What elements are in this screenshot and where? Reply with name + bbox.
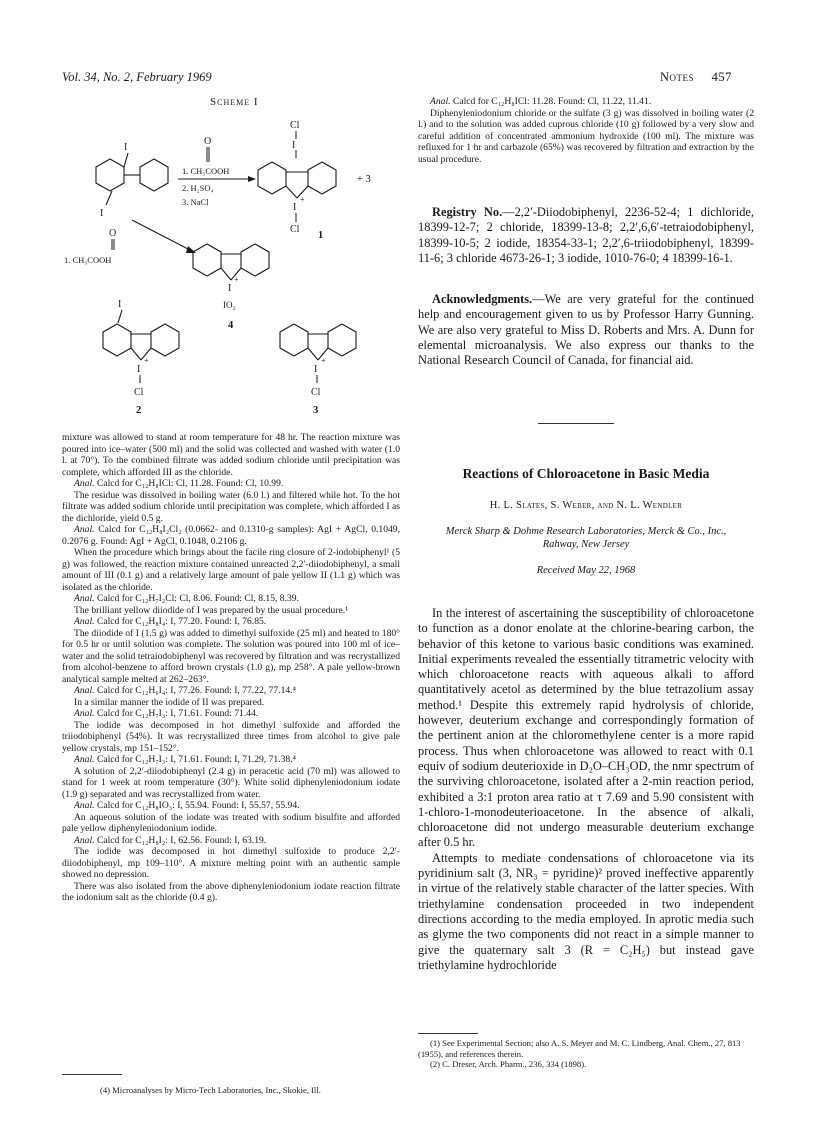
- paragraph: The diiodide of I (1.5 g) was added to dimethyl sulfoxide (25 ml) and heated to 180° for 0.5 hr or until solution was complete. The solution was poured into 100 ml of ice–water and the solid tetraiodobiphenyl was recovered by filtration and was recrystallized from alcohol-benzene to afford brown crystals (1.0 g), mp 258°. A pale yellow-brown analytical sample melted at 262–263°.: [62, 627, 400, 685]
- journal-issue: Vol. 34, No. 2, February 1969: [62, 70, 212, 84]
- plus-three: + 3: [357, 174, 371, 185]
- compound-label-1: 1: [318, 230, 324, 241]
- right-column-top: [418, 96, 754, 165]
- paragraph: There was also isolated from the above diphenyleniodonium iodate reaction filtrate the iodonium salt as the chloride (0.4 g).: [62, 880, 400, 903]
- paragraph: Attempts to mediate condensations of chloroacetone via its pyridinium salt (3, NR₃ = pyridine)² proved ineffective apparently in virtue of the relatively stable character of the latter species. With triethylamine condensation proceeded in two independent directions according to the media employed. In aprotic media such as glyme the two components did not react in a simple manner to give the quaternary salt 3 (R = C₂H₅) but instead gave triethylamine hydrochloride: [418, 850, 754, 972]
- running-head: [660, 70, 732, 85]
- iodonium-iodine-4: I: [228, 283, 232, 294]
- chlorine-lower: Cl: [290, 224, 300, 235]
- compound-label-3: 3: [313, 405, 319, 416]
- reagent-sulfuric-acid: 2. H₂SO₄: [182, 183, 214, 193]
- compound-label-4: 4: [228, 320, 234, 331]
- paragraph: The residue was dissolved in boiling water (6.0 l.) and filtered while hot. To the hot filtrate was added sodium chloride until precipitation was complete, which afforded I as the dichloride, yield 0.5 g.: [62, 489, 400, 524]
- paragraph: The brilliant yellow diiodide of I was prepared by the usual procedure.¹: [74, 604, 349, 616]
- left-column-text: [62, 432, 400, 904]
- positive-charge-4: +: [234, 275, 239, 284]
- paragraph: An aqueous solution of the iodate was treated with sodium bisulfite and afforded pale yellow diphenyleniodonium iodide.: [62, 811, 400, 834]
- analysis-line: Anal. Calcd for C₁₂H₈I₄: I, 77.20. Found: I, 76.85.: [74, 616, 267, 627]
- iodine-top: I: [124, 142, 128, 153]
- positive-charge-3: +: [321, 356, 326, 365]
- reagent-acetic-acid: 1. CH₃COOH: [182, 166, 230, 176]
- iodonium-iodine-3: I: [314, 364, 318, 375]
- analysis-line: Anal. Calcd for C₁₂H₈I₂: I, 62.56. Found: I, 63.19.: [74, 834, 267, 846]
- received-date: Received May 22, 1968: [536, 565, 636, 576]
- oxygen-label: O: [204, 136, 212, 147]
- analysis-line: Anal. Calcd for C₁₂H₇I₃: I, 71.61. Found: 71.44.: [74, 708, 259, 719]
- iodine-upper: I: [292, 140, 296, 151]
- article-body: [418, 606, 754, 973]
- paragraph: Diphenyleniodonium chloride or the sulfate (3 g) was dissolved in boiling water (2 l.) and to the solution was added cuprous chloride (10 g) followed by a very slow and careful addition of concentrated ammonium hydroxide (100 ml). The mixture was refluxed for 1 hr and carbazole (65%) was recovered by filtration and extraction by the usual procedure.: [418, 107, 754, 165]
- article-authors: H. L. Slates, S. Weber, and N. L. Wendler: [489, 500, 683, 511]
- acknowledgments-paragraph: Acknowledgments.—We are very grateful for the continued help and encouragement given to us by Professor Harry Gunning. We are also very grateful to Miss D. Roberts and Mrs. A. Dunn for elemental microanalysis. We also express our thanks to the National Research Council of Canada, for financial aid.: [418, 292, 754, 368]
- registry-label: Registry No.: [432, 205, 503, 219]
- analysis-line: Anal. Calcd for C₁₂H₈ICl: 11.28. Found: Cl, 11.22, 11.41.: [430, 96, 652, 107]
- paragraph: In the interest of ascertaining the susceptibility of chloroacetone to function as a donor enolate at the chlorine-bearing carbon, the behavior of this ketone to various basic conditions was examined. Initial experiments revealed the essentially titrametric velocity with which chloroacetone reacts with aqueous alkali to afford quantitatively acetol as determined by the blue tetrazolium assay method.¹ Despite this extremely rapid hydrolysis of chloride, however, deuterium exchange and correspondingly formation of the pertinent anion at the chloromethylene center is a more rapid process. Thus when chloroacetone was allowed to react with 0.1 equiv of sodium deuterioxide in D₂O–CH₃OD, the nmr spectrum of the surviving chloroacetone, isolated after a 2-min reaction period, exhibited a 3:1 proton area ratio at τ 7.69 and 5.90 consistent with 1-chloro-1-monodeuterioacetone. In the absence of alkali, chloroacetone did not undergo measurable deuterium exchange after 0.5 hr.: [418, 606, 754, 850]
- reaction-scheme: [62, 110, 402, 420]
- paragraph: In a similar manner the iodide of II was prepared.: [74, 696, 265, 708]
- article-title: Reactions of Chloroacetone in Basic Media: [462, 466, 710, 481]
- positive-charge: +: [300, 195, 305, 204]
- compound-2-structure: [103, 299, 179, 398]
- chloride-3: Cl: [311, 387, 321, 398]
- chlorine-upper: Cl: [290, 120, 300, 131]
- iodyl-group: IO₂: [223, 300, 236, 310]
- iodonium-iodine-2: I: [137, 364, 141, 375]
- paragraph: The iodide was decomposed in hot dimethyl sulfoxide to produce 2,2′-diiodobiphenyl, mp 109–110°. A mixture melting point with an authentic sample showed no depression.: [62, 846, 400, 880]
- compound-label-2: 2: [136, 405, 142, 416]
- positive-charge-2: +: [144, 356, 149, 365]
- compound-4-structure: [193, 244, 269, 310]
- analysis-line: Anal. Calcd for C₁₂H₈IO₃: I, 55.94. Found: I, 55.57, 55.94.: [74, 800, 300, 811]
- diiodobiphenyl-structure: [96, 142, 168, 219]
- footnotes-right: [418, 1038, 754, 1070]
- compound-1-structure: [258, 120, 336, 235]
- acknowledgments-label: Acknowledgments.: [432, 292, 533, 306]
- paragraph: mixture was allowed to stand at room temperature for 48 hr. The reaction mixture was poured into ice–water (500 ml) and the solid was collected and washed with water (1.0 l. at 70°). To the combined filtrate was added sodium chloride until precipitation was complete, which afforded III as the chloride.: [62, 432, 400, 478]
- paragraph: A solution of 2,2′-diiodobiphenyl (2.4 g) in peracetic acid (70 ml) was allowed to stand for 1 week at room temperature (30°). White solid diphenyleniodonium iodate (1.9 g) separated and was recrystallized from water.: [62, 765, 400, 800]
- analysis-line: Anal. Calcd for C₁₂H₇I₂Cl: Cl, 8.06. Found: Cl, 8.15, 8.39.: [74, 593, 299, 604]
- footnote: (2) C. Dreser, Arch. Pharm., 236, 334 (1898).: [430, 1059, 587, 1069]
- acknowledgments-block: [418, 292, 754, 368]
- affiliation: Merck Sharp & Dohme Research Laboratories, Merck & Co., Inc., Rahway, New Jersey: [445, 526, 727, 550]
- section-name: Notes: [660, 70, 695, 84]
- article-header: [418, 466, 754, 576]
- registry-block: [418, 205, 754, 266]
- paragraph: When the procedure which brings about the facile ring closure of 2-iodobiphenyl¹ (5 g) was followed, the reaction mixture contained unreacted 2,2′-diiodobiphenyl, a small amount of III (0.1 g) and a relatively large amount of pale yellow II (1.1 g) which was isolated as the chloride.: [62, 547, 400, 593]
- footnote: (1) See Experimental Section; also A. S. Meyer and M. C. Lindberg, Anal. Chem., 27, 813 (1955), and references therein.: [418, 1038, 741, 1059]
- chloride-2: Cl: [134, 387, 144, 398]
- paragraph: The iodide was decomposed in hot dimethyl sulfoxide and afforded the triiodobiphenyl (54%). It was recrystallized three times from alcohol to give pale yellow crystals, mp 151–152°.: [62, 719, 400, 754]
- iodonium-iodine: I: [293, 202, 297, 213]
- analysis-line: Anal. Calcd for C₁₂H₈I₂Cl₂ (0.0662- and 0.1310-g samples): AgI + AgCl, 0.1049, 0.2076 g. Found: AgI + AgCl, 0.1048, 0.2106 g.: [62, 524, 400, 547]
- page-number: 457: [711, 70, 732, 84]
- footnote-rule-right: [418, 1033, 478, 1034]
- iodine-bottom: I: [100, 208, 104, 219]
- compound-3-structure: [280, 324, 356, 398]
- analysis-line: Anal. Calcd for C₁₂H₆I₄: I, 77.26. Found: I, 77.22, 77.14.⁴: [74, 685, 296, 696]
- oxygen-label-2: O: [109, 228, 117, 239]
- scheme-title: Scheme I: [210, 96, 259, 108]
- section-rule: [538, 423, 614, 424]
- reagent-acetic-acid-2: 1. CH₃COOH: [64, 255, 112, 265]
- registry-paragraph: Registry No.—2,2′-Diiodobiphenyl, 2236-52-4; 1 dichloride, 18399-12-7; 2 chloride, 18399-13-8; 2,2′,6,6′-tetraiodobiphenyl, 18399-10-5; 2 iodide, 18354-33-1; 2,2′,6-triiodobiphenyl, 18399-11-6; 3 chloride 4673-26-1; 3 iodide, 1010-76-0; 4 18399-16-1.: [418, 205, 754, 265]
- footnote-rule-left: [62, 1074, 122, 1075]
- analysis-line: Anal. Calcd for C₁₂H₇I₃: I, 71.61. Found: I, 71.29, 71.38.⁴: [74, 754, 296, 765]
- iodine-compound-2: I: [118, 299, 122, 310]
- footnote-left: (4) Microanalyses by Micro-Tech Laboratories, Inc., Skokie, Ill.: [100, 1085, 321, 1095]
- reagent-sodium-chloride: 3. NaCl: [182, 197, 209, 207]
- analysis-line: Anal. Calcd for C₁₂H₈ICl: Cl, 11.28. Found: Cl, 10.99.: [74, 478, 284, 489]
